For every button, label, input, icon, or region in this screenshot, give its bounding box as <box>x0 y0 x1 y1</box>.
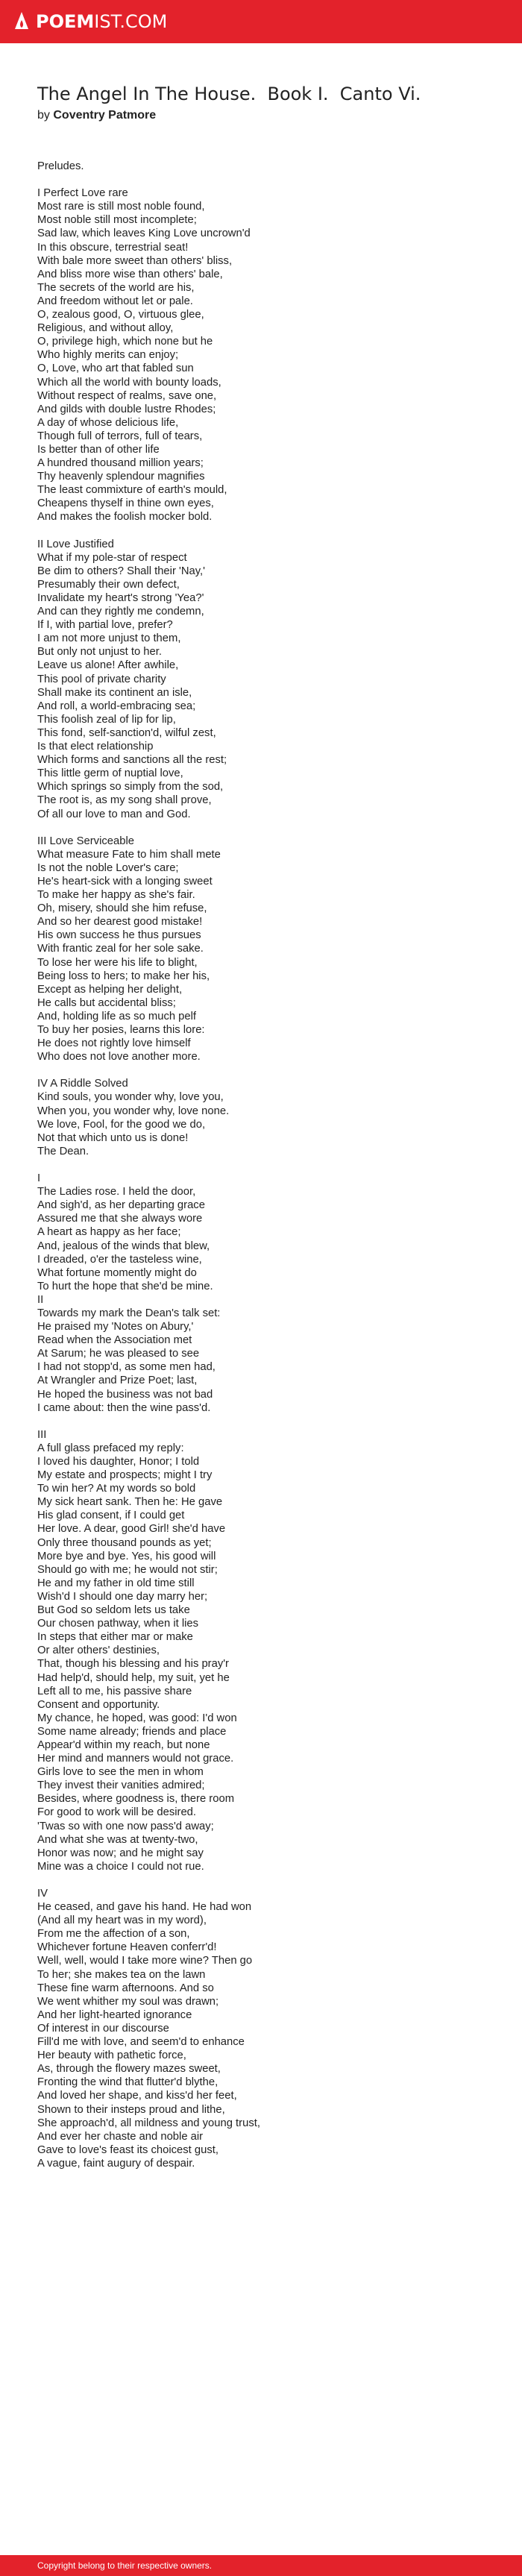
poem-line: Only three thousand pounds as yet; <box>37 1536 212 1549</box>
poem-line: He's heart-sick with a longing sweet <box>37 875 213 888</box>
poem-line: (And all my heart was in my word), <box>37 1914 207 1927</box>
poem-line: II <box>37 1293 44 1306</box>
stanza <box>37 538 485 821</box>
poem-line: And roll, a world-embracing sea; <box>37 700 196 712</box>
poem-line: More bye and bye. Yes, his good will <box>37 1550 216 1562</box>
poem-line: I am not more unjust to them, <box>37 632 181 645</box>
poem-line: I loved his daughter, Honor; I told <box>37 1456 200 1468</box>
site-footer <box>0 2555 522 2576</box>
poem-line: Most noble still most incomplete; <box>37 214 197 227</box>
poem-line: Honor was now; and he might say <box>37 1847 204 1859</box>
poem-line: 'Twas so with one now pass'd away; <box>37 1820 214 1832</box>
poem-line: Shown to their insteps proud and lithe, <box>37 2103 225 2116</box>
poem-line: And sigh'd, as her departing grace <box>37 1199 205 1212</box>
poem-line: Whichever fortune Heaven conferr'd! <box>37 1941 217 1954</box>
poem-line: Sad law, which leaves King Love uncrown'd <box>37 227 251 240</box>
poem-line: IV A Riddle Solved <box>37 1078 128 1090</box>
poem-line: Gave to love's feast its choicest gust, <box>37 2143 218 2156</box>
poem-line: This pool of private charity <box>37 673 166 685</box>
poem-line: Oh, misery, should she him refuse, <box>37 902 207 915</box>
poem-line: Leave us alone! After awhile, <box>37 659 179 672</box>
poem-line: He praised my 'Notes on Abury,' <box>37 1321 194 1333</box>
poem-line: What measure Fate to him shall mete <box>37 848 221 861</box>
poem-line: Or alter others' destinies, <box>37 1644 160 1657</box>
poem-line: Of all our love to man and God. <box>37 808 191 820</box>
poem-line: A day of whose delicious life, <box>37 416 179 429</box>
author-link[interactable]: Coventry Patmore <box>53 109 157 122</box>
poem-line: When you, you wonder why, love none. <box>37 1105 230 1117</box>
poem-line: The secrets of the world are his, <box>37 281 195 294</box>
poem-line: And her light-hearted ignorance <box>37 2008 192 2021</box>
logo-rest-text: IST.COM <box>94 11 168 32</box>
poem-line: He ceased, and gave his hand. He had won <box>37 1901 252 1914</box>
poem-line: I <box>37 1172 41 1185</box>
poem-line: The Ladies rose. I held the door, <box>37 1186 196 1199</box>
poem-line: Some name already; friends and place <box>37 1725 227 1738</box>
copyright-text: Copyright belong to their respective owners. <box>37 2560 213 2571</box>
poem-line: III <box>37 1428 47 1441</box>
poem-line: III Love Serviceable <box>37 835 134 847</box>
poem-container <box>37 82 485 2184</box>
poem-line: He calls but accidental bliss; <box>37 996 176 1009</box>
stanza <box>37 1077 485 1158</box>
poem-line: Is better than of other life <box>37 443 160 456</box>
poem-line: And bliss more wise than others' bale, <box>37 268 223 280</box>
poem-line: To her; she makes tea on the lawn <box>37 1968 206 1981</box>
poem-line: My sick heart sank. Then he: He gave <box>37 1496 223 1509</box>
by-label: by <box>37 109 50 122</box>
poem-line: Which forms and sanctions all the rest; <box>37 754 227 767</box>
poem-line: In steps that either mar or make <box>37 1631 193 1644</box>
poem-line: We love, Fool, for the good we do, <box>37 1118 206 1131</box>
poem-line: He and my father in old time still <box>37 1577 195 1589</box>
poem-line: Which springs so simply from the sod, <box>37 781 224 794</box>
stanza <box>37 835 485 1064</box>
poem-line: At Wrangler and Prize Poet; last, <box>37 1375 198 1387</box>
poem-line: Not that which unto us is done! <box>37 1131 189 1144</box>
poem-line: As, through the flowery mazes sweet, <box>37 2063 221 2076</box>
poem-line: Towards my mark the Dean's talk set: <box>37 1307 221 1319</box>
poem-line: Religious, and without alloy, <box>37 322 174 335</box>
poem-line: To hurt the hope that she'd be mine. <box>37 1280 213 1292</box>
poem-line: The Dean. <box>37 1145 89 1157</box>
poem-title: The Angel In The House. Book I. Canto Vi. <box>37 84 421 104</box>
poem-line: Kind souls, you wonder why, love you, <box>37 1091 224 1104</box>
poem-line: To buy her posies, learns this lore: <box>37 1024 205 1036</box>
poem-line: He does not rightly love himself <box>37 1037 191 1050</box>
poem-line: I Perfect Love rare <box>37 187 128 200</box>
poem-line: With frantic zeal for her sole sake. <box>37 943 204 955</box>
poem-line: For good to work will be desired. <box>37 1806 197 1819</box>
poem-line: And so her dearest good mistake! <box>37 916 203 929</box>
poem-line: And, jealous of the winds that blew, <box>37 1240 210 1252</box>
poem-line: To make her happy as she's fair. <box>37 889 195 902</box>
stanza <box>37 1428 485 1873</box>
poem-line: Though full of terrors, full of tears, <box>37 430 203 442</box>
poem-line: Fronting the wind that flutter'd blythe, <box>37 2076 218 2089</box>
poem-line: Except as helping her delight, <box>37 983 183 996</box>
poem-line: IV <box>37 1888 48 1900</box>
poem-line: I dreaded, o'er the tasteless wine, <box>37 1253 202 1266</box>
poem-line: Being loss to hers; to make her his, <box>37 970 210 982</box>
poem-line: And ever her chaste and noble air <box>37 2130 204 2143</box>
site-logo-text <box>36 11 167 32</box>
poem-line: Presumably their own defect, <box>37 578 180 591</box>
poem-line: They invest their vanities admired; <box>37 1779 205 1792</box>
poem-line: That, though his blessing and his pray'r <box>37 1658 229 1671</box>
stanza <box>37 160 485 173</box>
poem-body <box>37 160 485 2170</box>
poem-line: Assured me that she always wore <box>37 1213 203 1225</box>
poem-line: Preludes. <box>37 160 84 172</box>
poem-line: If I, with partial love, prefer? <box>37 619 173 632</box>
poem-line: These fine warm afternoons. And so <box>37 1982 214 1994</box>
poem-line: What fortune momently might do <box>37 1266 197 1279</box>
poem-line: The root is, as my song shall prove, <box>37 794 212 807</box>
poem-line: We went whither my soul was drawn; <box>37 1995 219 2008</box>
site-logo-link[interactable] <box>13 11 167 32</box>
poem-line: Wish'd I should one day marry her; <box>37 1590 208 1603</box>
poem-line: He hoped the business was not bad <box>37 1388 213 1401</box>
poem-line: Invalidate my heart's strong 'Yea?' <box>37 592 204 604</box>
poem-line: This foolish zeal of lip for lip, <box>37 713 176 726</box>
poem-line: My chance, he hoped, was good: I'd won <box>37 1712 237 1724</box>
poem-line: She approach'd, all mildness and young trust, <box>37 2117 260 2129</box>
poem-line: In this obscure, terrestrial seat! <box>37 241 189 254</box>
poem-line: Consent and opportunity. <box>37 1698 160 1711</box>
poem-line: To win her? At my words so bold <box>37 1483 196 1495</box>
stanza <box>37 186 485 524</box>
poem-line: At Sarum; he was pleased to see <box>37 1348 200 1360</box>
poem-line: Mine was a choice I could not rue. <box>37 1860 204 1873</box>
poem-line: Of interest in our discourse <box>37 2022 169 2035</box>
poem-line: Most rare is still most noble found, <box>37 201 205 213</box>
stanza <box>37 1172 485 1415</box>
poem-line: To lose her were his life to blight, <box>37 956 198 969</box>
poem-line: With bale more sweet than others' bliss, <box>37 254 233 267</box>
poem-line: Left all to me, his passive share <box>37 1685 192 1697</box>
poem-line: Appear'd within my reach, but none <box>37 1738 210 1751</box>
poem-line: But God so seldom lets us take <box>37 1604 190 1617</box>
poem-line: I came about: then the wine pass'd. <box>37 1401 211 1414</box>
poem-line: Our chosen pathway, when it lies <box>37 1618 199 1630</box>
poem-line: Which all the world with bounty loads, <box>37 376 221 389</box>
poem-line: Who highly merits can enjoy; <box>37 349 179 362</box>
poem-line: Without respect of realms, save one, <box>37 389 217 402</box>
poem-line: Who does not love another more. <box>37 1051 201 1064</box>
poem-line: A hundred thousand million years; <box>37 457 204 470</box>
poem-line: Fill'd me with love, and seem'd to enhance <box>37 2036 245 2049</box>
poem-line: And freedom without let or pale. <box>37 295 193 307</box>
poem-line: His glad consent, if I could get <box>37 1510 185 1522</box>
poem-line: This fond, self-sanction'd, wilful zest, <box>37 726 216 739</box>
poem-line: The least commixture of earth's mould, <box>37 484 227 497</box>
poem-line: And gilds with double lustre Rhodes; <box>37 403 216 415</box>
poem-line: Had help'd, should help, my suit, yet he <box>37 1671 230 1684</box>
stanza <box>37 1887 485 2170</box>
poem-line: Should go with me; he would not stir; <box>37 1563 218 1576</box>
poem-line: Cheapens thyself in thine own eyes, <box>37 497 214 510</box>
poem-line: Her mind and manners would not grace. <box>37 1753 234 1765</box>
poem-line: O, zealous good, O, virtuous glee, <box>37 309 204 321</box>
poem-line: This little germ of nuptial love, <box>37 767 183 780</box>
byline <box>37 107 485 124</box>
poem-line: Is that elect relationship <box>37 741 154 753</box>
poem-line: O, privilege high, which none but he <box>37 336 213 348</box>
poem-line: Her beauty with pathetic force, <box>37 2049 186 2062</box>
poem-line: And can they rightly me condemn, <box>37 606 204 618</box>
poem-line: And, holding life as so much pelf <box>37 1010 197 1022</box>
poem-line: From me the affection of a son, <box>37 1928 190 1941</box>
logo-bold-text: POEM <box>36 11 95 32</box>
poem-line: O, Love, who art that fabled sun <box>37 362 194 375</box>
poem-line: Thy heavenly splendour magnifies <box>37 471 205 483</box>
poem-line: And what she was at twenty-two, <box>37 1833 198 1846</box>
poem-line: II Love Justified <box>37 538 114 550</box>
flame-drop-icon <box>13 11 30 32</box>
poem-line: Is not the noble Lover's care; <box>37 861 179 874</box>
poem-line: Well, well, would I take more wine? Then go <box>37 1955 253 1967</box>
poem-line: Read when the Association met <box>37 1334 192 1347</box>
poem-line: Be dim to others? Shall their 'Nay,' <box>37 565 205 577</box>
poem-line: My estate and prospects; might I try <box>37 1469 213 1482</box>
poem-line: A heart as happy as her face; <box>37 1226 181 1239</box>
poem-line: His own success he thus pursues <box>37 929 201 942</box>
poem-line: Girls love to see the men in whom <box>37 1766 204 1779</box>
poem-line: I had not stopp'd, as some men had, <box>37 1361 216 1374</box>
poem-line: What if my pole-star of respect <box>37 551 187 564</box>
site-header <box>0 0 522 43</box>
poem-line: A full glass prefaced my reply: <box>37 1442 184 1454</box>
poem-line: Her love. A dear, good Girl! she'd have <box>37 1523 226 1536</box>
poem-line: And loved her shape, and kiss'd her feet, <box>37 2090 237 2102</box>
poem-line: And makes the foolish mocker bold. <box>37 511 213 524</box>
poem-line: A vague, faint augury of despair. <box>37 2157 195 2170</box>
poem-line: Shall make its continent an isle, <box>37 686 192 699</box>
poem-line: But only not unjust to her. <box>37 646 162 659</box>
poem-line: Besides, where goodness is, there room <box>37 1793 235 1806</box>
